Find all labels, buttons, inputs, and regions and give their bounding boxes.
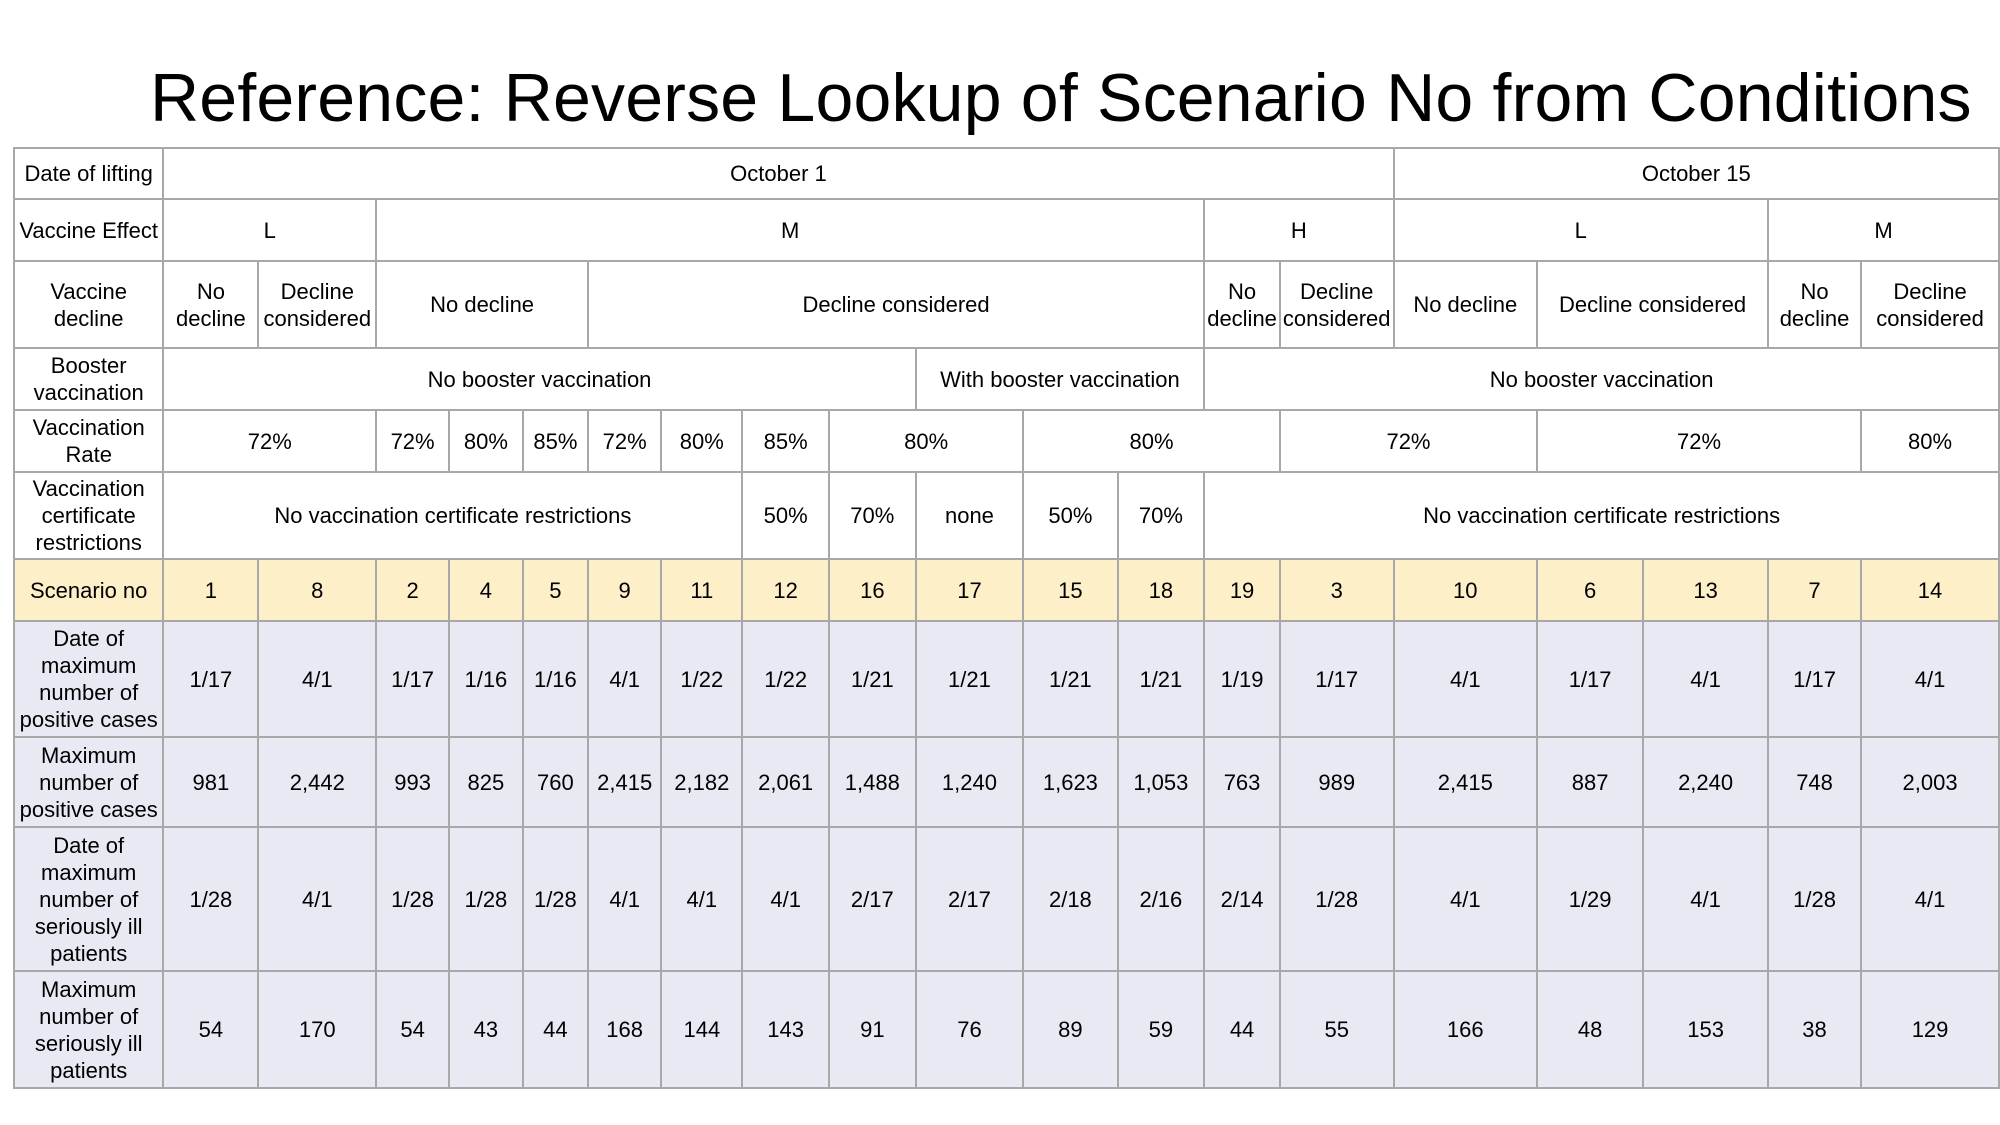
vaccination-rate-cell: 85% xyxy=(523,410,588,472)
scenarios-cell: 12 xyxy=(742,559,829,621)
max-positive-cell: 1,488 xyxy=(829,737,916,827)
certificate-cell: none xyxy=(916,472,1024,559)
date-max-ill-cell: 2/17 xyxy=(829,827,916,971)
date-max-ill-row xyxy=(14,827,1999,971)
max-ill-cell: 91 xyxy=(829,971,916,1088)
max-positive-row xyxy=(14,737,1999,827)
vaccine-effect-cell: L xyxy=(163,199,376,261)
max-positive-cell: 2,182 xyxy=(661,737,742,827)
max-positive-cell: 2,003 xyxy=(1861,737,1999,827)
date-max-ill-cell: 1/28 xyxy=(163,827,258,971)
scenarios-cell: 10 xyxy=(1394,559,1538,621)
date-max-ill-cell: 4/1 xyxy=(661,827,742,971)
booster-cell: With booster vaccination xyxy=(916,348,1205,410)
max-ill-cell: 76 xyxy=(916,971,1024,1088)
vaccine-decline-cell: Decline considered xyxy=(258,261,376,348)
scenarios-cell: 15 xyxy=(1023,559,1117,621)
vaccination-rate-cell: 72% xyxy=(1537,410,1861,472)
vaccine-decline-cell: No decline xyxy=(163,261,258,348)
max-ill-cell: 143 xyxy=(742,971,829,1088)
booster-cell: No booster vaccination xyxy=(1204,348,1999,410)
date-max-ill-cell: 2/18 xyxy=(1023,827,1117,971)
max-positive-cell: 2,442 xyxy=(258,737,376,827)
date-max-ill-cell: 1/28 xyxy=(449,827,523,971)
certificate-cell: 70% xyxy=(1118,472,1205,559)
date-max-ill-cell: 1/28 xyxy=(1768,827,1861,971)
vaccine-decline-cell: No decline xyxy=(1204,261,1280,348)
certificate-cell: No vaccination certificate restrictions xyxy=(163,472,742,559)
vaccination-rate-cell: 80% xyxy=(661,410,742,472)
vaccination-rate-cell: 72% xyxy=(376,410,449,472)
scenarios-cell: 18 xyxy=(1118,559,1205,621)
vaccine-effect-cell: L xyxy=(1394,199,1768,261)
row-label-max-positive: Maximum number of positive cases xyxy=(14,737,163,827)
row-label-certificate: Vaccination certificate restrictions xyxy=(14,472,163,559)
vaccine-effect-cell: M xyxy=(1768,199,1999,261)
max-positive-cell: 2,240 xyxy=(1643,737,1768,827)
max-positive-cell: 981 xyxy=(163,737,258,827)
max-positive-cell: 2,415 xyxy=(1394,737,1538,827)
max-ill-cell: 38 xyxy=(1768,971,1861,1088)
vaccine-decline-cell: Decline considered xyxy=(1537,261,1768,348)
vaccination-rate-cell: 80% xyxy=(1023,410,1280,472)
date-max-positive-cell: 1/21 xyxy=(916,621,1024,737)
max-positive-cell: 825 xyxy=(449,737,523,827)
scenarios-cell: 19 xyxy=(1204,559,1280,621)
date-max-positive-cell: 1/21 xyxy=(829,621,916,737)
lifting-date-cell: October 1 xyxy=(163,148,1393,199)
date-max-positive-cell: 1/17 xyxy=(1768,621,1861,737)
max-positive-cell: 1,053 xyxy=(1118,737,1205,827)
max-ill-cell: 54 xyxy=(376,971,449,1088)
vaccine-decline-cell: Decline considered xyxy=(1861,261,1999,348)
date-max-positive-cell: 1/16 xyxy=(523,621,588,737)
date-max-positive-row xyxy=(14,621,1999,737)
date-max-ill-cell: 1/28 xyxy=(376,827,449,971)
scenarios-cell: 9 xyxy=(588,559,661,621)
vaccination-rate-cell: 80% xyxy=(829,410,1023,472)
scenarios-cell: 17 xyxy=(916,559,1024,621)
max-ill-cell: 55 xyxy=(1280,971,1394,1088)
date-max-positive-cell: 4/1 xyxy=(588,621,661,737)
scenarios-cell: 6 xyxy=(1537,559,1643,621)
scenario-row xyxy=(14,559,1999,621)
scenarios-cell: 1 xyxy=(163,559,258,621)
vaccination-rate-cell: 72% xyxy=(588,410,661,472)
scenarios-cell: 5 xyxy=(523,559,588,621)
date-max-positive-cell: 1/21 xyxy=(1023,621,1117,737)
vaccine-decline-cell: No decline xyxy=(376,261,588,348)
date-max-ill-cell: 2/16 xyxy=(1118,827,1205,971)
date-max-positive-cell: 4/1 xyxy=(1394,621,1538,737)
max-ill-cell: 48 xyxy=(1537,971,1643,1088)
max-positive-cell: 989 xyxy=(1280,737,1394,827)
max-positive-cell: 2,061 xyxy=(742,737,829,827)
row-label-max-ill: Maximum number of seriously ill patients xyxy=(14,971,163,1088)
scenarios-cell: 16 xyxy=(829,559,916,621)
scenarios-cell: 3 xyxy=(1280,559,1394,621)
date-max-positive-cell: 1/17 xyxy=(376,621,449,737)
max-ill-cell: 170 xyxy=(258,971,376,1088)
max-ill-row xyxy=(14,971,1999,1088)
certificate-cell: 50% xyxy=(742,472,829,559)
scenarios-cell: 11 xyxy=(661,559,742,621)
max-ill-cell: 144 xyxy=(661,971,742,1088)
date-max-positive-cell: 1/16 xyxy=(449,621,523,737)
date-max-ill-cell: 2/14 xyxy=(1204,827,1280,971)
row-label-vaccine-decline: Vaccine decline xyxy=(14,261,163,348)
row-label-date-max-positive: Date of maximum number of positive cases xyxy=(14,621,163,737)
date-max-positive-cell: 4/1 xyxy=(1861,621,1999,737)
scenarios-cell: 8 xyxy=(258,559,376,621)
date-max-ill-cell: 4/1 xyxy=(588,827,661,971)
date-max-ill-cell: 4/1 xyxy=(1643,827,1768,971)
max-positive-cell: 1,623 xyxy=(1023,737,1117,827)
max-ill-cell: 59 xyxy=(1118,971,1205,1088)
date-max-ill-cell: 1/29 xyxy=(1537,827,1643,971)
certificate-cell: No vaccination certificate restrictions xyxy=(1204,472,1999,559)
date-max-positive-cell: 1/17 xyxy=(1280,621,1394,737)
max-positive-cell: 748 xyxy=(1768,737,1861,827)
vaccination-rate-cell: 80% xyxy=(449,410,523,472)
max-ill-cell: 166 xyxy=(1394,971,1538,1088)
max-ill-cell: 44 xyxy=(1204,971,1280,1088)
date-max-positive-cell: 1/19 xyxy=(1204,621,1280,737)
vaccine-decline-cell: Decline considered xyxy=(588,261,1204,348)
max-positive-cell: 887 xyxy=(1537,737,1643,827)
date-max-positive-cell: 1/22 xyxy=(661,621,742,737)
row-label-scenario: Scenario no xyxy=(14,559,163,621)
scenarios-cell: 4 xyxy=(449,559,523,621)
vaccination-rate-cell: 72% xyxy=(1280,410,1537,472)
max-ill-cell: 168 xyxy=(588,971,661,1088)
row-label-date-of-lifting: Date of lifting xyxy=(14,148,163,199)
max-ill-cell: 129 xyxy=(1861,971,1999,1088)
vaccine-decline-cell: Decline considered xyxy=(1280,261,1394,348)
max-positive-cell: 1,240 xyxy=(916,737,1024,827)
scenario-lookup-table xyxy=(13,147,2000,1089)
scenarios-cell: 13 xyxy=(1643,559,1768,621)
row-label-vaccine-effect: Vaccine Effect xyxy=(14,199,163,261)
vaccination-rate-cell: 80% xyxy=(1861,410,1999,472)
date-max-positive-cell: 4/1 xyxy=(258,621,376,737)
date-max-positive-cell: 4/1 xyxy=(1643,621,1768,737)
date-max-ill-cell: 4/1 xyxy=(742,827,829,971)
page-title: Reference: Reverse Lookup of Scenario No from Conditions xyxy=(150,60,1972,136)
date-max-ill-cell: 2/17 xyxy=(916,827,1024,971)
lifting-date-cell: October 15 xyxy=(1394,148,1999,199)
date-max-ill-cell: 4/1 xyxy=(1394,827,1538,971)
certificate-cell: 50% xyxy=(1023,472,1117,559)
scenarios-cell: 14 xyxy=(1861,559,1999,621)
max-ill-cell: 44 xyxy=(523,971,588,1088)
row-label-date-max-ill: Date of maximum number of seriously ill patients xyxy=(14,827,163,971)
vaccine-decline-cell: No decline xyxy=(1768,261,1861,348)
date-max-positive-cell: 1/22 xyxy=(742,621,829,737)
max-ill-cell: 153 xyxy=(1643,971,1768,1088)
date-max-positive-cell: 1/21 xyxy=(1118,621,1205,737)
date-max-ill-cell: 4/1 xyxy=(258,827,376,971)
vaccination-rate-cell: 72% xyxy=(163,410,376,472)
booster-cell: No booster vaccination xyxy=(163,348,915,410)
date-max-positive-cell: 1/17 xyxy=(1537,621,1643,737)
date-max-positive-cell: 1/17 xyxy=(163,621,258,737)
max-positive-cell: 2,415 xyxy=(588,737,661,827)
max-ill-cell: 54 xyxy=(163,971,258,1088)
scenarios-cell: 2 xyxy=(376,559,449,621)
scenarios-cell: 7 xyxy=(1768,559,1861,621)
date-max-ill-cell: 4/1 xyxy=(1861,827,1999,971)
date-max-ill-cell: 1/28 xyxy=(1280,827,1394,971)
max-positive-cell: 993 xyxy=(376,737,449,827)
vaccine-decline-cell: No decline xyxy=(1394,261,1538,348)
max-ill-cell: 43 xyxy=(449,971,523,1088)
date-max-ill-cell: 1/28 xyxy=(523,827,588,971)
row-label-vaccination-rate: Vaccination Rate xyxy=(14,410,163,472)
max-ill-cell: 89 xyxy=(1023,971,1117,1088)
vaccine-effect-cell: H xyxy=(1204,199,1393,261)
vaccine-effect-cell: M xyxy=(376,199,1204,261)
vaccination-rate-cell: 85% xyxy=(742,410,829,472)
row-label-booster: Booster vaccination xyxy=(14,348,163,410)
max-positive-cell: 760 xyxy=(523,737,588,827)
certificate-cell: 70% xyxy=(829,472,916,559)
max-positive-cell: 763 xyxy=(1204,737,1280,827)
